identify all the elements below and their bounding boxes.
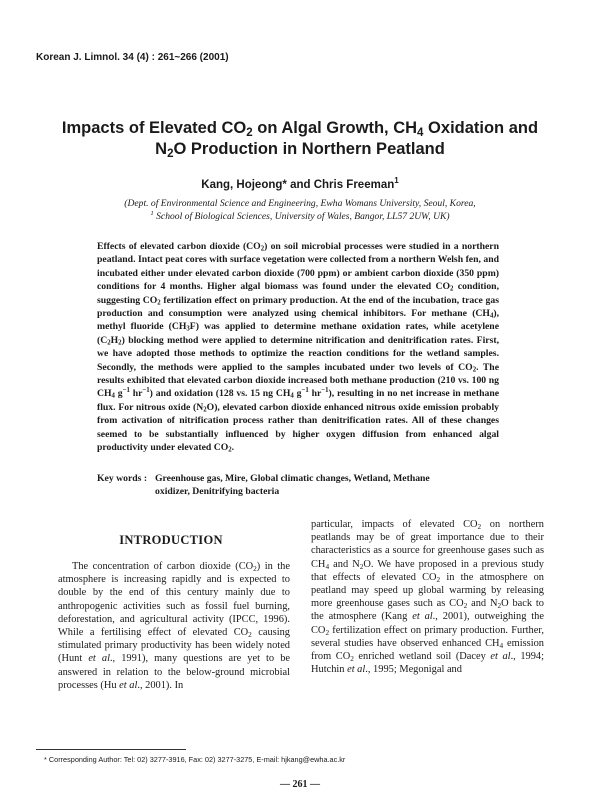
intro-paragraph-left: The concentration of carbon dioxide $(CO_2)$ in the atmosphere is increasing rapidly and is expected to double by the end of this century mainly due to anthropogenic activities such as fossil fuel burning, deforestation, and agricultural activity (IPCC, 1996). While a fertilising effect of elevated $CO_2$ causing stimulated primary productivity has been widely noted (Hunt et al., 1991), many questions are yet to be answered in relation to the below-ground microbial processes (Hu et al., 2001). In — [58, 561, 290, 691]
paper-title: Impacts of Elevated $CO_2$ on Algal Growth, $CH_4$ Oxidation and $N_2O$ Production in Northern Peatland — [61, 119, 539, 160]
abstract: Effects of elevated carbon dioxide $(CO_2)$ on soil microbial processes were studied in a northern peatland. Intact peat cores with surface vegetation were collected from a northern Welsh fen, and incubated either under elevated carbon dioxide (700 ppm) or ambient carbon dioxide (350 ppm) conditions for 4 months. Higher algal biomass was found under the elevated $CO_2$ condition, suggesting $CO_2$ fertilization effect on primary production. At the end of the incubation, trace gas production and consumption were analyzed using chemical inhibitors. For methane $(CH_4)$, methyl fluoride $(CH_3F)$ was applied to determine methane oxidation rates, while acetylene $(C_2H_2)$ blocking method were applied to determine nitrification and denitrification rates. First, we have adopted those methods to optimize the reaction conditions for the wetland samples. Secondly, the methods were applied to the samples incubated under two levels of $CO_2$. The results exhibited that elevated carbon dioxide increased both methane production (210 vs. 100 ng $CH_4$ $g^{-1}$ $hr^{-1}$) and oxidation (128 vs. 15 ng $CH_4$ $g^{-1}$ $hr^{-1}$), resulting in no net increase in methane flux. For nitrous oxide $(N_2O)$, elevated carbon dioxide enhanced nitrous oxide emission probably from activation of nitrification process rather than denitrification rates. All of these changes seemed to be substantially influenced by higher oxygen diffusion from enhanced algal productivity under elevated $CO_2$. — [97, 241, 500, 454]
intro-paragraph-right: particular, impacts of elevated $CO_2$ on northern peatlands may be of great importance due to their characteristics as a source for greenhouse gases such as $CH_4$ and $N_2O$. We have proposed in a previous study that effects of elevated $CO_2$ in the atmosphere on peatland may speed up global warming by releasing more greenhouse gases such as $CO_2$ and $N_2O$ back to the atmosphere (Kang et al., 2001), outweighing the $CO_2$ fertilization effect on primary production. Further, several studies have observed enhanced $CH_4$ emission from $CO_2$ enriched wetland soil (Dacey et al., 1994; Hutchin et al., 1995; Megonigal and — [311, 519, 545, 676]
keywords-label: Key words : — [97, 473, 148, 484]
keywords: Key words : Greenhouse gas, Mire, Global climatic changes, Wetland, Methane oxidizer, Denitrifying bacteria — [97, 473, 430, 498]
affiliation: (Dept. of Environmental Science and Engineering, Ewha Womans University, Seoul, Korea, $^1$ School of Biological Sciences, University of Wales, Bangor, LL57 2UW, UK) — [124, 198, 476, 222]
page-number: — 261 — — [280, 779, 320, 790]
authors: Kang, Hojeong* and Chris Freeman$^1$ — [201, 176, 399, 191]
footnote-rule — [36, 749, 186, 750]
journal-citation: Korean J. Limnol. 34 (4) : 261~266 (2001) — [36, 52, 229, 63]
section-heading-introduction: INTRODUCTION — [119, 533, 223, 547]
corresponding-author-footnote: * Corresponding Author: Tel: 02) 3277-3916, Fax: 02) 3277-3275, E-mail: hjkang@ewha.ac.kr — [44, 755, 346, 764]
